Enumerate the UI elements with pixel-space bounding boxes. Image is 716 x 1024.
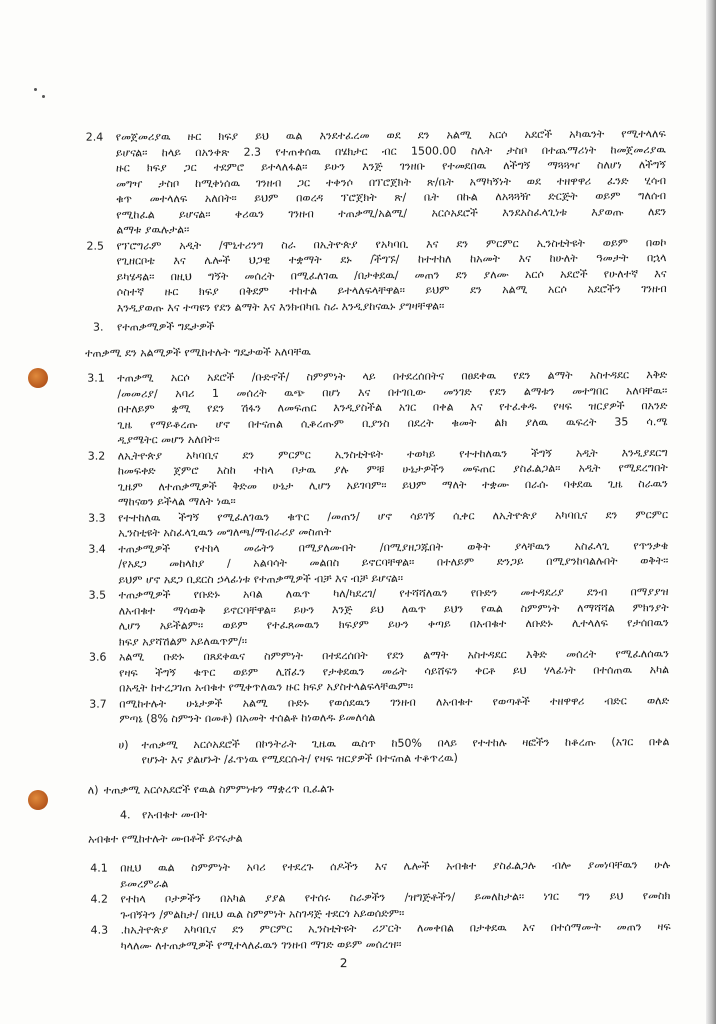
paragraph-line: ተጠቃሚ አርሶአደሮች የዉል ስምምነቱን ማቋረጥ ቢፈልጉ — [103, 781, 334, 797]
section — [2, 778, 716, 798]
paragraph-line: ጊዜ የማይቆረጡ ሆኖ በተናጠል ሲቆረጡም ቢያንስ በደረት ቁመት ልክ ያለዉ ዉፍረት 35 ሳ.ሜ — [117, 414, 668, 431]
paragraph-line: ጉብኝትን /ምልከታ/ በዚህ ዉል ስምምነት አስገዳጅ ተደርጎ አይወሰድም፡፡ — [120, 906, 405, 921]
section — [0, 316, 715, 336]
paragraph-line: ዙር ክፍያ ጋር ተደምሮ ይተላለፋል፡፡ ይሁን እንጅ ገንዘቡ የተመደበዉ ለችግኝ ማጓጓዣ ስለሆነ ለችግኝ — [115, 158, 666, 175]
paragraph-line: በተለይም ቋሚ የደን ሽፋን ለመፍጠር እንዲያስችል አገር በቀል እና የተፈቀዱ የዛፍ ዝርያዎች በአንድ — [117, 399, 668, 416]
paragraph-line: ተጠቃሚ አርሶአደሮች በኮንትራት ጊዜዉ ዉስጥ ከ50% በላይ የተተከሉ ዛፎችን ከቆረጡ (አገር በቀል — [141, 734, 670, 751]
paragraph-line: የተተከለዉ ችግኝ የሚፈለገዉን ቁጥር /መጠን/ ሆኖ ሳይገኝ ሲቀር ለኢትዮጵያ አካባቢና ደን ምርምር — [118, 507, 669, 524]
section-number: 3.6 — [88, 650, 107, 664]
paragraph-line: ሶስተኛ ዙር ክፍያ በቅደም ተከተል ይተላለፍላቸዋል፡፡ ይህም ደን አልሚ አርሶ አደሮችን ገንዘብ — [116, 282, 667, 299]
section-number: 4. — [119, 808, 131, 822]
paragraph-line: በሚከተሉት ሁኔታዎች አልሚ ቡድኑ የወሰደዉን ገንዘብ ለአብቁተ የወጣቶች ተዘዋዋሪ ብድር ወለድ — [119, 693, 670, 710]
paragraph-line: ተጠቃሚዎች የቡድኑ አባል ለዉጥ ካለ/ካደረገ/ የተሻሻለዉን የቡድን መተዳደሪያ ደንብ በማያያዝ — [118, 585, 669, 602]
paragraph-line: ይሆናል፡፡ ከላይ በአንቀጽ 2.3 የተጠቀሰዉ በሄክታር ብር 1500.00 ስሌት ታስቦ በተጨማሪነት ከመጀመሪያዉ — [115, 142, 666, 159]
paragraph-line: አልሚ ቡድኑ በጸደቀዉና ስምምነት በተደረሰበት የደን ልማት አስተዳደር እቅድ መሰረት የሚፈለሰዉን — [118, 647, 669, 664]
section-number: 3.1 — [87, 371, 105, 385]
paragraph-line: ተጠቃሚዎች የተከላ መሬትን በሚያለሙበት /በሚያዘጋጁበት ወቅት ያላቸዉን አስፈላጊ የጥንቃቄ — [118, 538, 669, 555]
section — [1, 733, 716, 768]
paragraph-line: ሊሆን አይችልም፡፡ ወይም የተፈጸመዉን ክፍያም ይሁን ቀጣይ በአብቁተ ለቡድኑ ሊተላለፍ የታሰበዉን — [118, 616, 669, 633]
section-number: ለ) — [87, 783, 99, 797]
section-number: 3.5 — [88, 588, 107, 602]
paragraph-line: ይመረምራል — [120, 876, 169, 890]
paragraph-line: ጊዜም ለተጠቃሚዎች ቅድመ ሁኔታ ሊሆን አይገባም፡፡ ይህም ማለት ተቋሙ በራሱ ባቀደዉ ጊዜ ስራዉን — [117, 476, 668, 493]
paragraph-line: ማከናወን ይችላል ማለት ነዉ፡፡ — [117, 494, 236, 509]
section — [0, 444, 716, 510]
section-number: 3.4 — [88, 542, 106, 556]
paragraph-line: ይካሄዳል፡፡ በዚህ ግኝት መሰረት በሚፈለገዉ /በታቀደዉ/ መጠን ደን ያለሙ አርሶ አደሮች የሁለተኛ እና — [116, 266, 667, 283]
paragraph-line: ልማቱ ያዉሉታል፡፡ — [116, 223, 190, 237]
paragraph-line: /የአደጋ መከላከያ / አልባሳት መልበስ ይኖርባቸዋል፡፡ በተለይም ድንጋይ በሚያንከባልሉበት ወቅት፡፡ — [118, 554, 669, 571]
section-number: 4.2 — [90, 892, 108, 906]
section — [1, 584, 716, 650]
paragraph-line: ካላለሙ ለተጠቃሚዎች የሚተላለፈዉን ገንዘብ ማገድ ወይም መሰረዝ፡፡ — [120, 937, 402, 952]
section-number: 3.7 — [89, 697, 107, 711]
section — [1, 646, 716, 697]
section — [2, 804, 716, 824]
section — [1, 692, 716, 727]
section-number: 3. — [92, 320, 104, 334]
paragraph-line: የሚከፈል ይሆናል፡፡ ቀሪዉን ገንዘብ ተጠቃሚ/አልሚ/ አርሶአደሮች እንደአስፈላጊነቱ እያወጡ ለደን — [116, 204, 667, 221]
section — [0, 126, 714, 239]
section-number: 3.3 — [88, 511, 106, 525]
paragraph-line: በአዲት ከተረጋገጠ አብቁተ የሚቀጥለዉን ዙር ክፍያ አያስተላልፍላቸዉም፡፡ — [119, 679, 414, 695]
paragraph-line: ክፍያ አያሻሽልም አይለዉጥም/፡፡ — [118, 634, 248, 648]
paragraph-line: የተከላ ቦታዎችን በአካል ያያል የተሰሩ ስራዎችን /ዝግጅቶችን/ ይመለከታል፡፡ ነገር ግን ይህ የመስክ — [120, 889, 671, 906]
paragraph-line: .ከኢትዮጵያ አካባቢና ደን ምርምር ኢንስቲትዩት ሪፖርት ለመቀበል በታቀደዉ እና በተሰማሙት መጠን ዛፍ — [120, 920, 671, 937]
paragraph-line: ለአብቁተ ማሳወቅ ይኖርባቸዋል፡፡ ይሁን እንጅ ይህ ለዉጥ ይህን የዉል ስምምነት ለማሻሻል ምክንያት — [118, 600, 669, 617]
section-number: ሀ) — [118, 737, 129, 751]
section — [0, 506, 716, 541]
paragraph-line: እንዲያወጡ እና ተጣዩን የደን ልማት እና እንክብካቤ ስራ እንዲያከናዉኑ ያግዛቸዋል፡፡ — [116, 298, 445, 314]
section — [2, 888, 716, 923]
section-number: 4.3 — [90, 923, 109, 937]
paragraph-line: /መመሪያ/ አባሪ 1 መሰረት ዉጭ በሆነ እና በተገቢው መንገድ የደን ልማቱን መተግበር አለባቸዉ፡፡ — [117, 383, 668, 400]
paragraph-line: ዲያሜትር መሆን አለበት፡፡ — [117, 432, 220, 447]
section-number: 2.4 — [85, 130, 104, 144]
paragraph-line: ኢንስቲዩት አስፈላጊዉን መግለጫ/ማብራሪያ መስጠት — [118, 525, 332, 540]
paragraph-line: በዚህ ዉል ስምምነት አባሪ የተደረጉ ሰዶችን እና ሌሎች አብቁተ ያስፈልጋሉ ብሎ ያመነባቸዉን ሁሉ — [120, 858, 671, 875]
paragraph-line: የአብቁተ መብት — [141, 807, 208, 822]
page-number: 2 — [339, 956, 348, 971]
paragraph-line: መግዣ ታስቦ ከሚቀነሰዉ ገንዘብ ጋር ተቀንሶ በፕሮጀክት ጽ/ቤት አማካኝነት ወደ ተዘዋዋሪ ፈንድ ሂሳብ — [116, 173, 667, 190]
paragraph-line: የተጠቃሚዎች ግዴታዎች — [116, 319, 215, 334]
section-number: 2.5 — [86, 239, 104, 253]
paragraph-line: ቁጥ መተላለፍ አለበት፡፡ ይህም በወረዳ ፕሮጀክት ጽ/ ቤት በኩል ለአጓጓዥ ድርጅት ወይም ግለሰብ — [116, 189, 667, 206]
paragraph-line: ምጣኔ (8% ስምንት በመቶ) በአመት ተሰልቶ ከነወለዱ ይመለሳል — [119, 710, 376, 726]
paragraph-line: አብቁተ የሚከተሉት መብቶች ይኖሩታል — [88, 831, 243, 846]
paragraph-line: ከመፍቀድ ጀምሮ እስከ ተከላ ቦታዉ ያሉ ምቹ ሁኔታዎችን መፍጠር ያስፈልጋል፡፡ አዲት የሚደረግበት — [117, 461, 668, 478]
section — [3, 919, 716, 954]
section — [0, 234, 715, 316]
paragraph-line: የመጀመሪያዉ ዙር ክፍያ ይህ ዉል እንደተፈረመ ወደ ደን አልሚ አርሶ አደሮች አካዉንት የሚተላለፍ — [115, 127, 666, 144]
paragraph-line: የሆኑት እና ያልሆኑት /ፈጥነዉ የሚደርሱት/ የዛፍ ዝርያዎች በተናጠል ተቆጥረዉ) — [141, 751, 458, 767]
section — [0, 537, 716, 588]
document-body — [0, 126, 716, 954]
paragraph-line: ተጠቃሚ አርሶ አደሮች /ቡድኖች/ ስምምነት ላይ በተደረሰበትና በፀደቀዉ የደን ልማት አስተዳደር እቅድ — [117, 368, 668, 385]
section-number: 3.2 — [87, 449, 106, 463]
section — [2, 827, 716, 847]
section-number: 4.1 — [90, 861, 108, 875]
paragraph-line: ለኢትዮጵያ አካባቢና ደን ምርምር ኢንስቲትዩት ተወካይ የተተከለዉን ችግኝ አዲት እንዲያደርግ — [117, 445, 668, 462]
section — [0, 367, 716, 449]
paragraph-line: ተጠቃሚ ደን አልሚዎች የሚከተሉት ግዴታወች አለባቸዉ — [85, 344, 311, 360]
paragraph-line: የዛፍ ችግኝ ቁጥር ወይም ሊሸፈን የታቀደዉን መሬት ሳይሸፍን ቀርቶ ይህ ሃላፊነት በተሰጠዉ አካል — [119, 662, 670, 679]
paragraph-line: የጊዘርቦቴ እና ሌሎች ህጋዊ ተቋማት ደኑ /ችግኙ/ ከተተከለ ከአመት እና ከሁለት ዓመታት በኋላ — [116, 251, 667, 268]
section — [0, 341, 715, 361]
paragraph-line: የፕሮግራም አዲት /ሞኒተሪንግ ስራ በኢትዮጵያ የአካባቢ እና ደን ምርምር ኢንስቲትዩት ወይም በወኮ — [116, 235, 667, 252]
paragraph-line: ይህም ሆኖ አደጋ ቢደርስ ኃላፊነቱ የተጠቃሚዎች ብቻ እና ብቻ ይሆናል፡፡ — [118, 571, 404, 586]
section — [2, 857, 716, 892]
